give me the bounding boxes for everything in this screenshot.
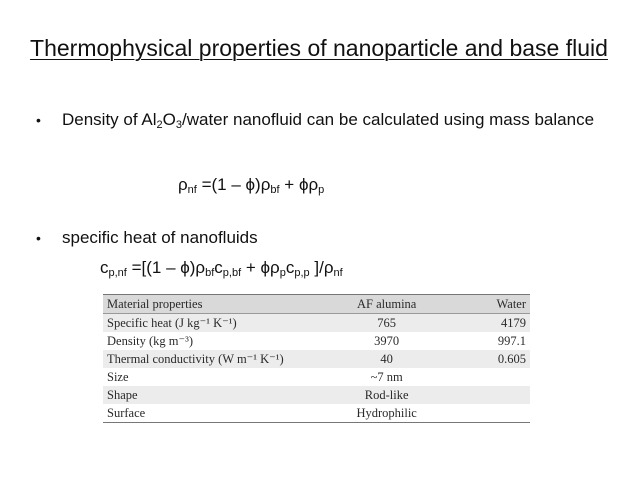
eq-part: =[(1 – ϕ)ρ bbox=[126, 258, 206, 277]
table-cell: Hydrophilic bbox=[356, 406, 417, 420]
table-row bbox=[103, 332, 530, 350]
eq-subscript: bf bbox=[270, 184, 280, 196]
eq-part: c bbox=[285, 258, 295, 277]
table-cell: 4179 bbox=[501, 316, 526, 330]
eq-part: ]/ρ bbox=[309, 258, 334, 277]
density-equation bbox=[178, 173, 324, 197]
eq-part: + ϕρ bbox=[241, 258, 280, 277]
subscript: 3 bbox=[175, 119, 182, 131]
table-cell: Shape bbox=[107, 388, 138, 402]
table-row bbox=[103, 368, 530, 386]
table-row bbox=[103, 404, 530, 423]
eq-subscript: nf bbox=[333, 267, 343, 279]
table-cell: Size bbox=[107, 370, 129, 384]
table-cell: Rod-like bbox=[364, 388, 409, 402]
text-part: Density of Al bbox=[62, 110, 157, 129]
table-cell bbox=[463, 404, 530, 423]
table-cell: Specific heat (J kg⁻¹ K⁻¹) bbox=[107, 316, 237, 330]
table-row bbox=[103, 386, 530, 404]
table-cell: 0.605 bbox=[497, 352, 526, 366]
table-cell: Thermal conductivity (W m⁻¹ K⁻¹) bbox=[107, 352, 284, 366]
eq-subscript: p bbox=[318, 184, 325, 196]
eq-part: ρ bbox=[178, 175, 188, 194]
table-cell: Density (kg m⁻³) bbox=[107, 334, 194, 348]
bullet-icon: • bbox=[36, 230, 41, 246]
bullet-icon: • bbox=[36, 112, 41, 128]
eq-part: + ϕρ bbox=[279, 175, 319, 194]
text-part: O bbox=[162, 110, 176, 129]
table-cell: 997.1 bbox=[497, 334, 526, 348]
specific-heat-equation bbox=[100, 256, 343, 280]
eq-part: c bbox=[214, 258, 223, 277]
eq-subscript: bf bbox=[205, 267, 215, 279]
table-row bbox=[103, 314, 530, 333]
slide-title bbox=[20, 32, 618, 65]
table-row bbox=[103, 350, 530, 368]
eq-subscript: p,p bbox=[294, 267, 310, 279]
table-header-row bbox=[103, 295, 530, 314]
subscript: 2 bbox=[156, 119, 163, 131]
table-cell bbox=[463, 386, 530, 404]
table-cell: 40 bbox=[380, 352, 393, 366]
eq-subscript: p bbox=[279, 267, 286, 279]
slide-title-text: Thermophysical properties of nanoparticle and base fluid bbox=[30, 35, 608, 61]
bullet-density bbox=[38, 108, 608, 132]
header-cell: AF alumina bbox=[356, 297, 417, 311]
table-cell: ~7 nm bbox=[370, 370, 403, 384]
table-cell: 765 bbox=[377, 316, 397, 330]
table-cell bbox=[463, 368, 530, 386]
bullet-specific-heat-text: specific heat of nanofluids bbox=[62, 228, 258, 247]
bullet-density-text bbox=[62, 108, 608, 132]
eq-part: c bbox=[100, 258, 109, 277]
header-cell: Material properties bbox=[107, 297, 203, 311]
properties-table bbox=[103, 294, 530, 423]
text-part: /water nanofluid can be calculated using mass balance bbox=[181, 110, 595, 129]
eq-subscript: nf bbox=[187, 184, 197, 196]
table-cell: Surface bbox=[107, 406, 146, 420]
bullet-specific-heat bbox=[38, 226, 608, 250]
eq-subscript: p,bf bbox=[222, 267, 242, 279]
eq-subscript: p,nf bbox=[108, 267, 127, 279]
header-cell: Water bbox=[496, 297, 526, 311]
table-cell: 3970 bbox=[374, 334, 400, 348]
eq-part: =(1 – ϕ)ρ bbox=[196, 175, 271, 194]
